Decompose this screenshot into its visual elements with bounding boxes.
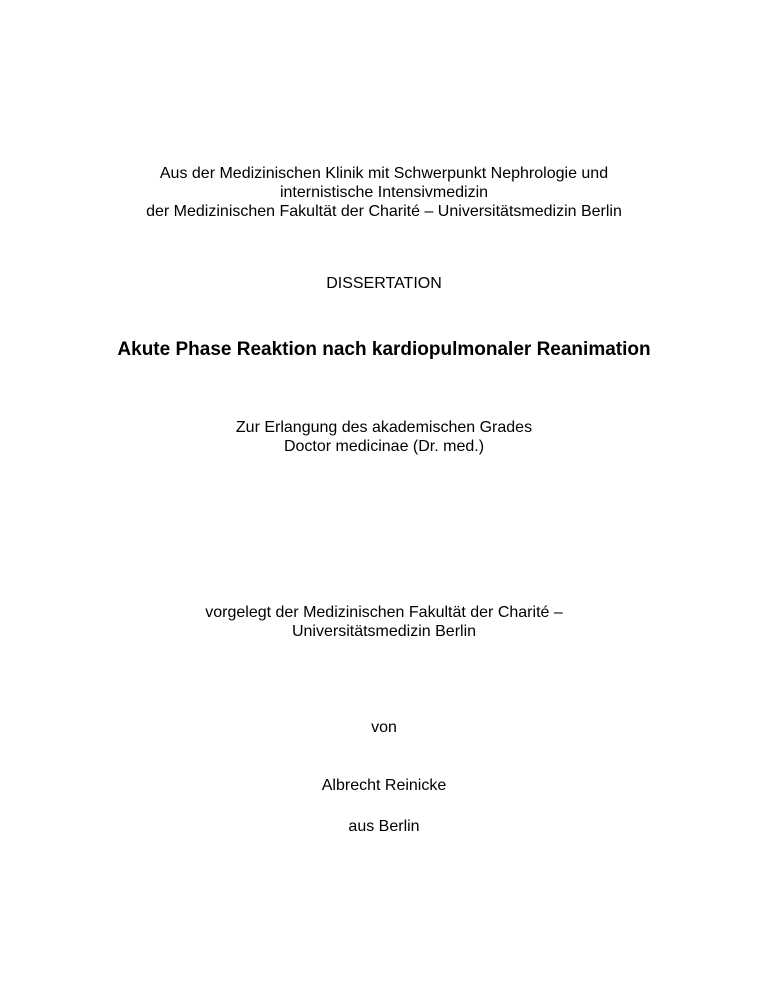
dissertation-title: Akute Phase Reaktion nach kardiopulmonaler Reanimation bbox=[117, 339, 651, 360]
submission-line-2: Universitätsmedizin Berlin bbox=[291, 623, 477, 640]
institution-line-2: internistische Intensivmedizin bbox=[279, 184, 489, 201]
degree-line-2: Doctor medicinae (Dr. med.) bbox=[283, 438, 485, 455]
document-type: DISSERTATION bbox=[326, 275, 442, 292]
author-origin: aus Berlin bbox=[348, 818, 420, 835]
degree-line-1: Zur Erlangung des akademischen Grades bbox=[235, 419, 533, 436]
institution-line-1: Aus der Medizinischen Klinik mit Schwerpunkt Nephrologie und bbox=[159, 165, 609, 182]
institution-line-3: der Medizinischen Fakultät der Charité – Universitätsmedizin Berlin bbox=[146, 203, 622, 220]
by-label: von bbox=[371, 719, 397, 736]
submission-line-1: vorgelegt der Medizinischen Fakultät der Charité – bbox=[205, 604, 563, 621]
author-name: Albrecht Reinicke bbox=[321, 777, 447, 794]
